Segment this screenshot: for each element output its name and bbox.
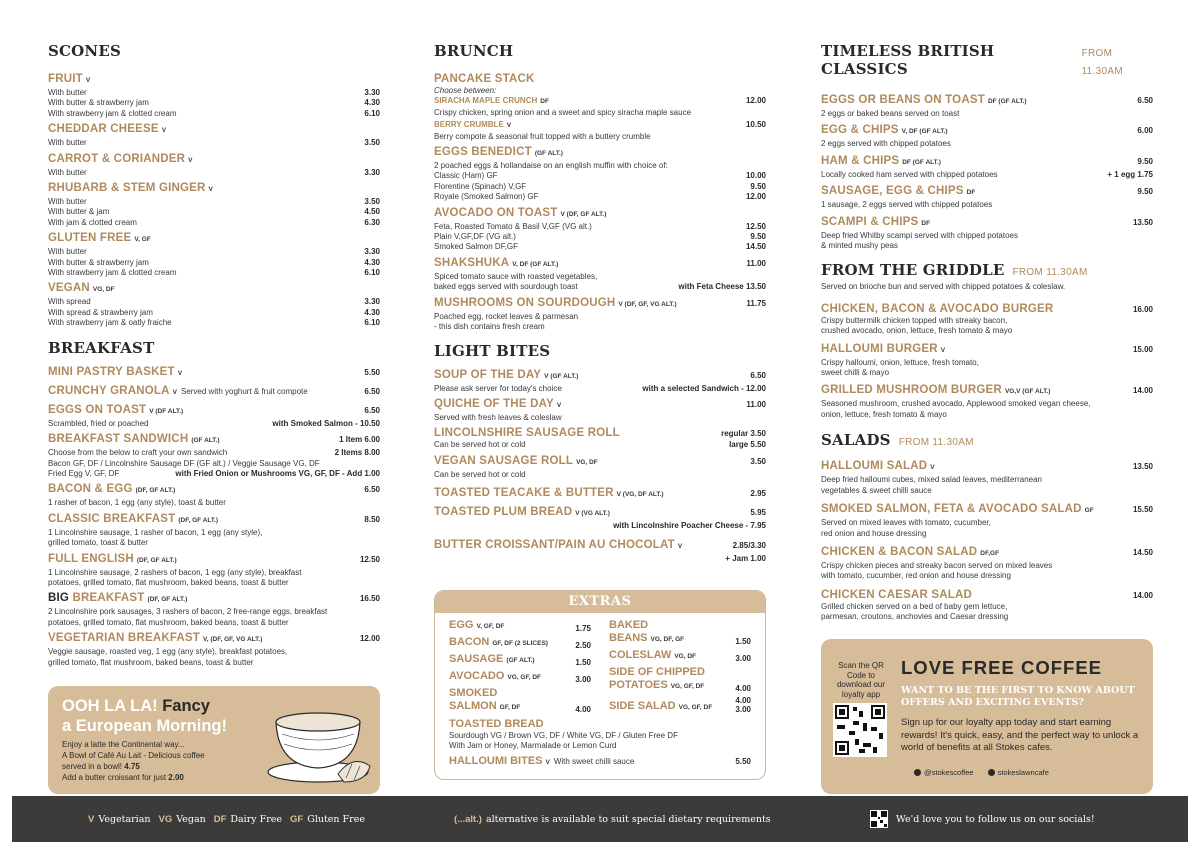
menu-item: BREAKFAST SANDWICH (GF ALT.) 1 Item 6.00 Choose from the below to craft your own sandwich 2 Items 8.00 Bacon GF, DF / Lincolnshire Sausage DF (GF alt.) / Veggie Sausage VG, DF Fried Egg V, GF, DF with Fried Onion or Mushrooms VG, GF, DF - Add 1.00 <box>48 433 380 478</box>
instagram-link[interactable]: @stokescoffee <box>914 768 974 777</box>
menu-item: CHICKEN, BACON & AVOCADO BURGER 16.00 Crispy buttermilk chicken topped with streaky bacon, crushed avocado, onion, lettuce, fresh tomato & mayo <box>821 302 1153 336</box>
column-brunch-light-bites <box>434 42 766 564</box>
item-name: SAUSAGE, EGG & CHIPS DF <box>821 185 976 198</box>
item-price: 14.00 <box>1132 590 1153 600</box>
column-classics-griddle-salads <box>821 42 1153 623</box>
section-title-classics: TIMELESS BRITISH CLASSICS FROM 11.30AM <box>821 42 1123 78</box>
menu-item: VEGETARIAN BREAKFAST V, (DF, GF, VG ALT.) 12.00 Veggie sausage, roasted veg, 1 egg (any style), breakfast potatoes, grilled tomato, flat mushroom, baked beans, toast & butter <box>48 632 380 667</box>
diet-tag: DF (GF ALT.) <box>987 98 1027 105</box>
menu-item: BACON & EGG (DF, GF ALT.) 6.50 1 rasher of bacon, 1 egg (any style), toast & butter <box>48 483 380 508</box>
diet-tag: VG, DF, GF <box>650 636 685 643</box>
menu-item: CHICKEN CAESAR SALAD 14.00 Grilled chicken served on a bed of baby gem lettuce, parmesan, croutons, anchovies and Caesar dressing <box>821 588 1153 622</box>
option-row: With butter 3.50 <box>48 138 380 148</box>
menu-item: GRILLED MUSHROOM BURGER VG,V (GF ALT.) 14.00 Seasoned mushroom, crushed avocado, Applewood smoked vegan cheese, onion, lettuce, fresh tomato & mayo <box>821 384 1153 419</box>
extra-item: AVOCADO VG, GF, DF 3.00 <box>449 670 591 684</box>
dietary-legend: V Vegetarian VG Vegan DF Dairy Free GF Gluten Free <box>88 813 365 825</box>
item-price: 4.00 <box>575 705 591 714</box>
column-scones-breakfast <box>48 42 380 668</box>
menu-item: SAUSAGE, EGG & CHIPS DF 9.50 1 sausage, 2 eggs served with chipped potatoes <box>821 185 1153 210</box>
option-row: Florentine (Spinach) V,GF 9.50 <box>434 181 766 191</box>
item-name: VEGAN VG, DF <box>48 282 115 295</box>
item-name: CARROT & CORIANDER V <box>48 152 193 165</box>
option-row: Royale (Smoked Salmon) GF 12.00 <box>434 192 766 202</box>
extra-item: SIDE SALAD VG, GF, DF 4.00 3.00 <box>609 696 751 714</box>
diet-tag: V <box>188 156 193 164</box>
item-name: GLUTEN FREE V, GF <box>48 232 151 245</box>
menu-item: BIG BREAKFAST (DF, GF ALT.) 16.50 2 Lincolnshire pork sausages, 3 rashers of bacon, 2 free-range eggs, breakfast potatoes, grilled tomato, flat mushroom, baked beans, toast & butter <box>48 592 380 627</box>
loyalty-title: LOVE FREE COFFEE <box>901 657 1103 678</box>
item-price: 14.50 <box>1132 547 1153 557</box>
menu-item: SMOKED SALMON, FETA & AVOCADO SALAD GF 15.50 Served on mixed leaves with tomato, cucumber, red onion and house dressing <box>821 503 1153 538</box>
item-price: 16.00 <box>1132 304 1153 314</box>
menu-item: HALLOUMI BURGER V 15.00 Crispy halloumi, onion, lettuce, fresh tomato, sweet chilli & mayo <box>821 342 1153 378</box>
menu-item: SCAMPI & CHIPS DF 13.50 Deep fried Whitby scampi served with chipped potatoes & minted mushy peas <box>821 215 1153 251</box>
extra-item: SAUSAGE (GF ALT.) 1.50 <box>449 653 591 667</box>
diet-tag: V <box>930 464 935 472</box>
instagram-icon <box>914 769 921 776</box>
extra-item: TOASTED BREAD Sourdough VG / Brown VG, DF / White VG, DF / Gluten Free DF With Jam or Honey, Marmalade or Lemon Curd <box>449 718 678 751</box>
footer-social: We'd love you to follow us on our socials! <box>870 810 1095 828</box>
item-name: HALLOUMI BURGER V <box>821 342 946 355</box>
item-name: CHICKEN, BACON & AVOCADO BURGER <box>821 302 1054 315</box>
option-row: With butter & strawberry jam 4.30 <box>48 98 380 108</box>
section-title-breakfast: BREAKFAST <box>48 338 155 357</box>
menu-item: LINCOLNSHIRE SAUSAGE ROLL regular 3.50 Can be served hot or cold large 5.50 <box>434 427 766 450</box>
item-price: 9.50 <box>1137 156 1153 166</box>
extras-title: EXTRAS <box>435 591 765 613</box>
extra-item: EGG V, GF, DF 1.75 <box>449 619 591 633</box>
item-name: EGGS OR BEANS ON TOAST DF (GF ALT.) <box>821 94 1027 106</box>
menu-item: EGG & CHIPS V, DF (GF ALT.) 6.00 2 eggs served with chipped potatoes <box>821 124 1153 149</box>
qr-code-icon[interactable] <box>870 810 888 828</box>
menu-item: MINI PASTRY BASKET V 5.50 <box>48 365 380 378</box>
item-price: 3.00 <box>735 705 751 714</box>
loyalty-socials <box>914 768 1049 777</box>
menu-item: CRUNCHY GRANOLA V Served with yoghurt & fruit compote 6.50 <box>48 384 380 397</box>
section-title-griddle: FROM THE GRIDDLE FROM 11.30AM <box>821 261 1088 280</box>
footer-bar <box>12 796 1188 842</box>
option-row: With butter 3.30 <box>48 247 380 257</box>
section-title-scones: SCONES <box>48 42 122 60</box>
option-row: Classic (Ham) GF 10.00 <box>434 171 766 181</box>
qr-code-icon[interactable] <box>833 703 887 757</box>
menu-item: EGGS OR BEANS ON TOAST DF (GF ALT.) 6.50 2 eggs or baked beans served on toast <box>821 94 1153 118</box>
diet-tag: DF (GF ALT.) <box>902 158 941 166</box>
extras-grid <box>435 613 765 769</box>
menu-item: HALLOUMI SALAD V 13.50 Deep fried halloumi cubes, mixed salad leaves, mediterranean vegetables & sweet chilli sauce <box>821 460 1153 495</box>
item-name: CHEDDAR CHEESE V <box>48 123 167 136</box>
item-price: 1.50 <box>735 637 751 646</box>
classics-list <box>821 93 1153 251</box>
item-price: 14.00 <box>1132 386 1153 396</box>
extra-item: COLESLAW VG, DF 3.00 <box>609 649 751 663</box>
item-name: RHUBARB & STEM GINGER V <box>48 182 213 195</box>
option-row: With strawberry jam & clotted cream 6.10 <box>48 268 380 278</box>
diet-tag: VG,V (GF ALT.) <box>1004 388 1051 396</box>
menu-item: SHAKSHUKA V, DF (GF ALT.) 11.00 Spiced tomato sauce with roasted vegetables, baked eggs served with sourdough toast with Feta Cheese 13.50 <box>434 256 766 292</box>
menu-item <box>48 181 380 228</box>
extra-item: BAKED BEANS VG, DF, GF 1.50 <box>609 619 751 646</box>
menu-item <box>48 231 380 278</box>
diet-tag: VG, DF <box>92 286 115 294</box>
breakfast-list <box>48 365 380 668</box>
item-price: 4.00 <box>735 684 751 693</box>
option-row: With butter & strawberry jam 4.30 <box>48 257 380 267</box>
item-price: 13.50 <box>1132 462 1153 472</box>
item-price: 2.50 <box>575 641 591 650</box>
loyalty-panel <box>821 639 1153 794</box>
diet-tag: VG, GF, DF <box>678 704 713 711</box>
loyalty-scan-text: Scan the QR Code to download our loyalty app <box>836 661 886 699</box>
item-price: 13.50 <box>1132 217 1153 227</box>
menu-item: BUTTER CROISSANT/PAIN AU CHOCOLAT V 2.85/3.30 + Jam 1.00 <box>434 538 766 563</box>
extra-item: SIDE OF CHIPPED POTATOES VG, GF, DF 4.00 <box>609 666 751 693</box>
item-price: 15.50 <box>1132 505 1153 515</box>
diet-tag: DF <box>966 189 976 197</box>
menu-item: TOASTED TEACAKE & BUTTER V (VG, DF ALT.) 2.95 <box>434 487 766 500</box>
option-row: Smoked Salmon DF,GF 14.50 <box>434 242 766 252</box>
menu-item <box>48 152 380 178</box>
promo-european-morning <box>48 686 380 794</box>
facebook-icon <box>988 769 995 776</box>
option-row: With butter 3.30 <box>48 167 380 177</box>
coffee-bowl-illustration <box>258 694 376 790</box>
menu-item: TOASTED PLUM BREAD V (VG ALT.) 5.95 with Lincolnshire Poacher Cheese - 7.95 <box>434 506 766 531</box>
item-price: 6.00 <box>1137 126 1153 136</box>
menu-item <box>48 281 380 328</box>
facebook-link[interactable]: stokeslawncafe <box>988 768 1049 777</box>
extra-item: HALLOUMI BITES V With sweet chilli sauce 5.50 <box>449 754 751 767</box>
menu-item: EGGS ON TOAST V (DF ALT.) 6.50 Scrambled, fried or poached with Smoked Salmon - 10.50 <box>48 403 380 428</box>
item-price: 15.00 <box>1132 344 1153 354</box>
section-title-salads: SALADS FROM 11.30AM <box>821 431 974 450</box>
extra-item: SMOKED SALMON GF, DF 4.00 <box>449 687 591 714</box>
item-name: HAM & CHIPS DF (GF ALT.) <box>821 154 941 167</box>
griddle-list <box>821 302 1153 420</box>
option-row: With butter & jam 4.50 <box>48 207 380 217</box>
option-row: With spread 3.30 <box>48 297 380 307</box>
item-name: GRILLED MUSHROOM BURGER VG,V (GF ALT.) <box>821 384 1051 397</box>
option-row: With strawberry jam & oatly fraiche 6.10 <box>48 318 380 328</box>
option-row: With butter 3.50 <box>48 197 380 207</box>
item-name: FRUIT V <box>48 73 91 85</box>
option-row: Plain V,GF,DF (VG alt.) 9.50 <box>434 232 766 242</box>
diet-tag: V <box>208 186 213 194</box>
menu-item: PANCAKE STACK Choose between: SIRACHA MAPLE CRUNCH DF 12.00 Crispy chicken, spring onion and a sweet and spicy siracha maple sauce BERRY CRUMBLE V 10.50 Berry compote & seasonal fruit topped with a buttery crumble <box>434 73 766 141</box>
item-name: SMOKED SALMON, FETA & AVOCADO SALAD GF <box>821 503 1094 516</box>
loyalty-subtitle: WANT TO BE THE FIRST TO KNOW ABOUT OFFERS AND EXCITING EVENTS? <box>901 685 1135 708</box>
alt-legend: (...alt.) alternative is available to suit special dietary requirements <box>454 813 771 825</box>
diet-tag: VG, GF, DF <box>670 683 705 690</box>
scones-list <box>48 72 380 329</box>
item-name: CHICKEN CAESAR SALAD <box>821 588 972 601</box>
diet-tag: VG, GF, DF <box>507 674 542 681</box>
promo-body: Enjoy a latte the Continental way... A Bowl of Café Au Lait - Delicious coffee served in a bowl! 4.75 Add a butter croissant for just 2.00 <box>62 740 205 782</box>
diet-tag: V, DF (GF ALT.) <box>901 128 948 136</box>
item-name: CHICKEN & BACON SALAD DF,GF <box>821 545 1000 558</box>
promo-title: OOH LA LA! Fancy a European Morning! <box>62 697 227 735</box>
extra-item: BACON GF, DF (2 SLICES) 2.50 <box>449 636 591 650</box>
menu-item: MUSHROOMS ON SOURDOUGH V (DF, GF, VG ALT.) 11.75 Poached egg, rocket leaves & parmesan - this dish contains fresh cream <box>434 296 766 332</box>
menu-item: SOUP OF THE DAY V (GF ALT.) 6.50 Please ask server for today's choice with a selected Sandwich - 12.00 <box>434 368 766 393</box>
menu-item: QUICHE OF THE DAY V 11.00 Served with fresh leaves & coleslaw <box>434 397 766 422</box>
option-row: With butter 3.30 <box>48 88 380 97</box>
item-name: HALLOUMI SALAD V <box>821 460 935 473</box>
item-price: 1.50 <box>575 658 591 667</box>
option-row: With jam & clotted cream 6.30 <box>48 217 380 227</box>
item-price: 4.00 <box>735 696 751 705</box>
diet-tag: VG, DF <box>674 653 697 660</box>
option-row: Feta, Roasted Tomato & Basil V,GF (VG alt.) 12.50 <box>434 221 766 231</box>
diet-tag: DF,GF <box>980 549 1000 557</box>
item-name: SCAMPI & CHIPS DF <box>821 215 931 228</box>
item-price: 1.75 <box>575 624 591 633</box>
diet-tag: (GF ALT.) <box>506 657 535 664</box>
diet-tag: V, GF <box>134 236 151 244</box>
diet-tag: GF <box>1084 507 1094 515</box>
menu-item: FULL ENGLISH (DF, GF ALT.) 12.50 1 Lincolnshire sausage, 2 rashers of bacon, 1 egg (any style), breakfast potatoes, grilled tomato, flat mushroom, baked beans, toast & butter <box>48 552 380 587</box>
menu-item <box>48 72 380 119</box>
light-bites-list <box>434 368 766 564</box>
diet-tag: V <box>161 127 167 135</box>
diet-tag: DF <box>921 219 931 227</box>
salads-list <box>821 459 1153 622</box>
menu-item: EGGS BENEDICT (GF ALT.) 2 poached eggs & hollandaise on an english muffin with choice of: Classic (Ham) GF 10.00 Florentine (Spinach) V,GF 9.50 Royale (Smoked Salmon) GF 12.00 <box>434 146 766 202</box>
section-title-light-bites: LIGHT BITES <box>434 341 551 360</box>
option-row: With spread & strawberry jam 4.30 <box>48 307 380 317</box>
menu-item: CHICKEN & BACON SALAD DF,GF 14.50 Crispy chicken pieces and streaky bacon served on mixed leaves with tomato, cucumber, red onion and house dressing <box>821 545 1153 581</box>
diet-tag: V, GF, DF <box>476 623 505 630</box>
diet-tag: GF, DF <box>499 704 521 711</box>
item-price: 9.50 <box>1137 187 1153 197</box>
option-row: With strawberry jam & clotted cream 6.10 <box>48 108 380 118</box>
item-price: 6.50 <box>1137 96 1153 105</box>
section-title-brunch: BRUNCH <box>434 42 514 60</box>
menu-item: AVOCADO ON TOAST V (DF, GF ALT.) Feta, Roasted Tomato & Basil V,GF (VG alt.) 12.50 Plain V,GF,DF (VG alt.) 9.50 Smoked Salmon DF,GF 14.50 <box>434 206 766 252</box>
menu-item: VEGAN SAUSAGE ROLL VG, DF 3.50 Can be served hot or cold <box>434 454 766 479</box>
diet-tag: V <box>85 77 91 84</box>
brunch-list <box>434 72 766 333</box>
item-name: EGG & CHIPS V, DF (GF ALT.) <box>821 124 948 137</box>
griddle-intro: Served on brioche bun and served with chipped potatoes & coleslaw. <box>821 282 1066 292</box>
menu-item: CLASSIC BREAKFAST (DF, GF ALT.) 8.50 1 Lincolnshire sausage, 1 rasher of bacon, 1 egg (any style), grilled tomato, toast & butter <box>48 512 380 548</box>
diet-tag: V <box>940 346 946 354</box>
loyalty-body: Sign up for our loyalty app today and start earning rewards! It's quick, easy, and the perfect way to unlock a world of benefits at all Stokes cafes. <box>901 717 1139 753</box>
menu-item <box>48 122 380 148</box>
item-price: 3.00 <box>735 654 751 663</box>
menu-item: HAM & CHIPS DF (GF ALT.) 9.50 Locally cooked ham served with chipped potatoes + 1 egg 1.75 <box>821 154 1153 179</box>
diet-tag: GF, DF (2 SLICES) <box>492 640 548 647</box>
item-price: 3.00 <box>575 675 591 684</box>
extras-panel <box>434 590 766 780</box>
